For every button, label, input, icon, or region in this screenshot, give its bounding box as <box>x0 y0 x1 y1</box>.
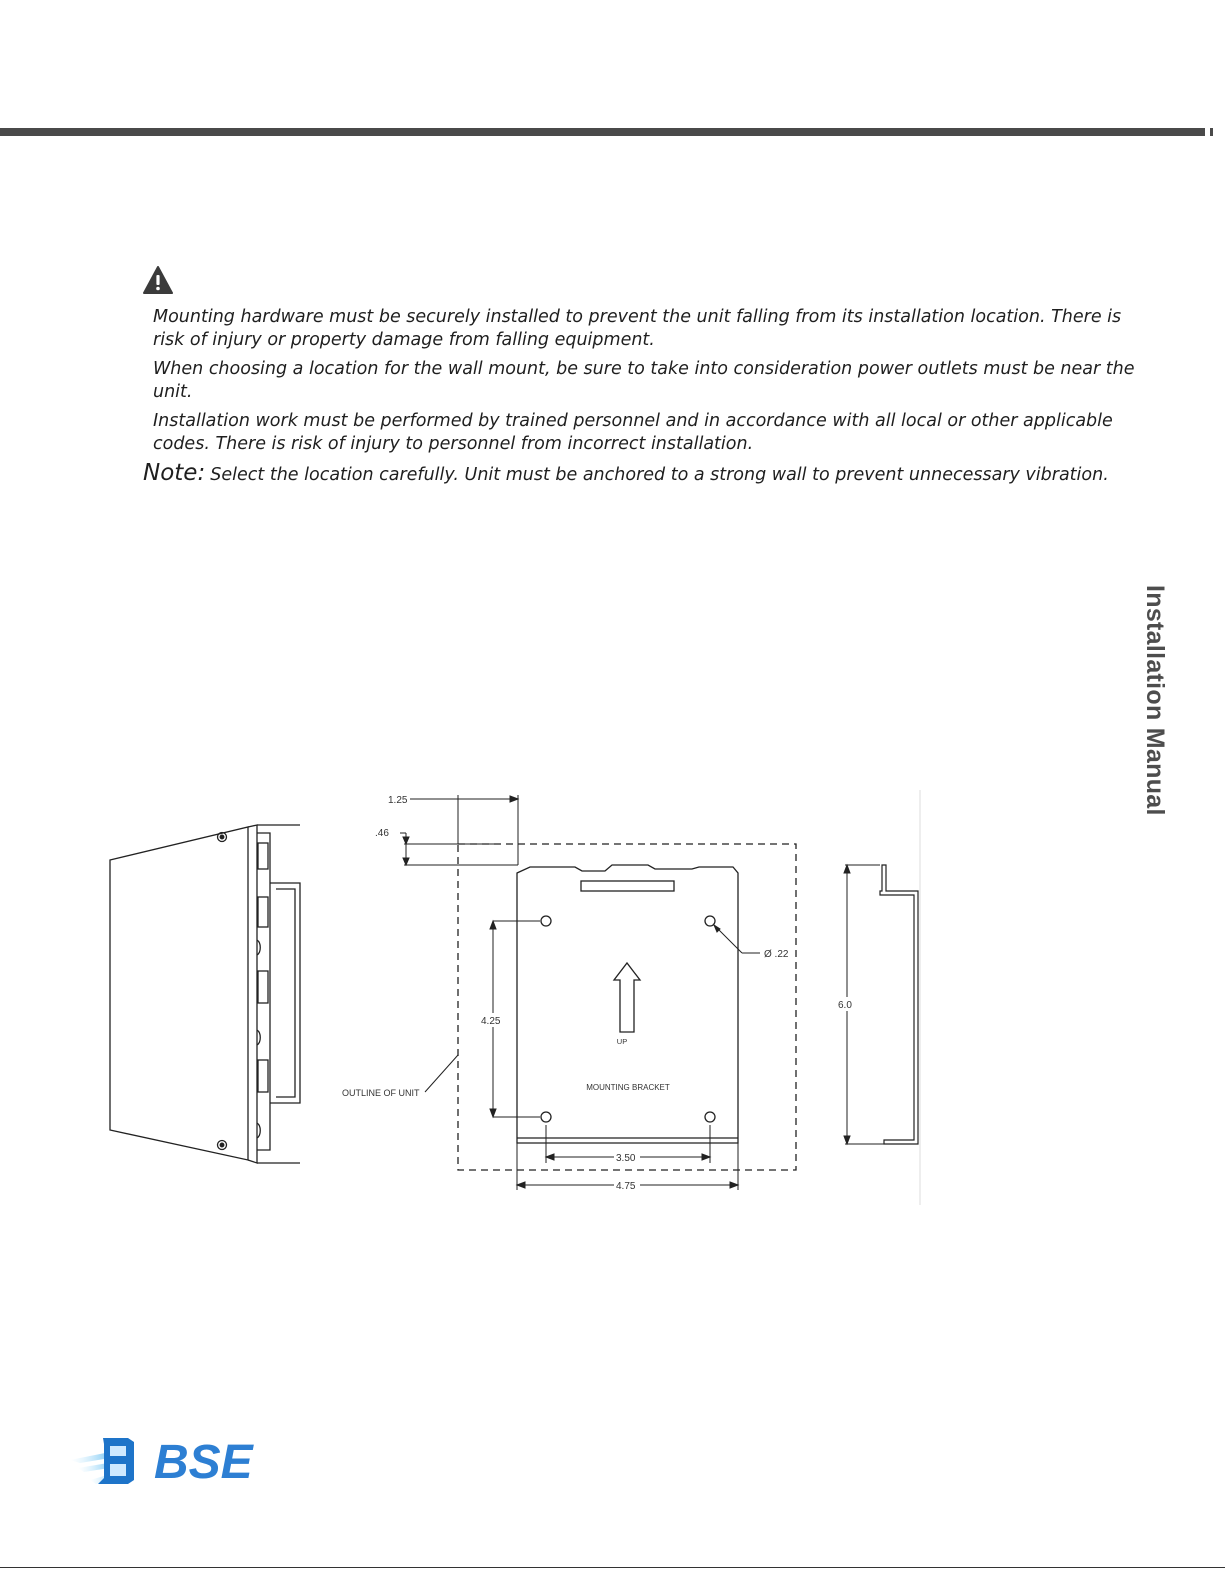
technical-drawing <box>100 785 930 1210</box>
warning-triangle-icon <box>143 266 173 294</box>
unit-side-view <box>110 825 300 1163</box>
dim-hole-vertical: 4.25 <box>481 1016 501 1027</box>
warning-paragraph: Mounting hardware must be securely installed to prevent the unit falling from its installation location. There is risk of injury or property damage from falling equipment. <box>153 307 1122 350</box>
mounting-bracket-label: MOUNTING BRACKET <box>586 1083 670 1092</box>
warning-paragraph: When choosing a location for the wall mount, be sure to take into consideration power outlets must be near the unit. <box>153 359 1135 402</box>
dim-offset-top: .46 <box>375 828 389 839</box>
bracket-side-view <box>880 865 918 1144</box>
bracket-front-view <box>517 865 738 1143</box>
dim-hole-diameter: Ø .22 <box>764 949 789 960</box>
footer-rule <box>0 1567 1225 1568</box>
mounting-bracket-drawing <box>100 785 930 1210</box>
dim-height: 6.0 <box>838 1000 852 1011</box>
warning-notes <box>153 306 1153 462</box>
header-rule-tick <box>1210 128 1213 136</box>
dim-offset-left: 1.25 <box>388 795 408 806</box>
outline-of-unit-label: OUTLINE OF UNIT <box>342 1088 420 1098</box>
up-label: UP <box>616 1037 628 1046</box>
logo-text: BSE <box>154 1436 253 1489</box>
bse-logo <box>70 1432 280 1490</box>
note <box>143 460 1193 486</box>
dim-hole-horizontal: 3.50 <box>616 1153 636 1164</box>
note-text: Select the location carefully. Unit must be anchored to a strong wall to prevent unnecessary vibration. <box>210 465 1109 485</box>
dim-width: 4.75 <box>616 1181 636 1192</box>
warning-paragraph: Installation work must be performed by trained personnel and in accordance with all local or other applicable codes. There is risk of injury to personnel from incorrect installation. <box>153 411 1113 454</box>
header-rule <box>0 128 1205 136</box>
note-label: Note: <box>143 460 206 486</box>
side-tab <box>1140 585 1176 835</box>
dimension-labels <box>342 793 857 1192</box>
side-tab-label: Installation Manual <box>1141 585 1169 816</box>
unit-outline <box>458 844 796 1170</box>
